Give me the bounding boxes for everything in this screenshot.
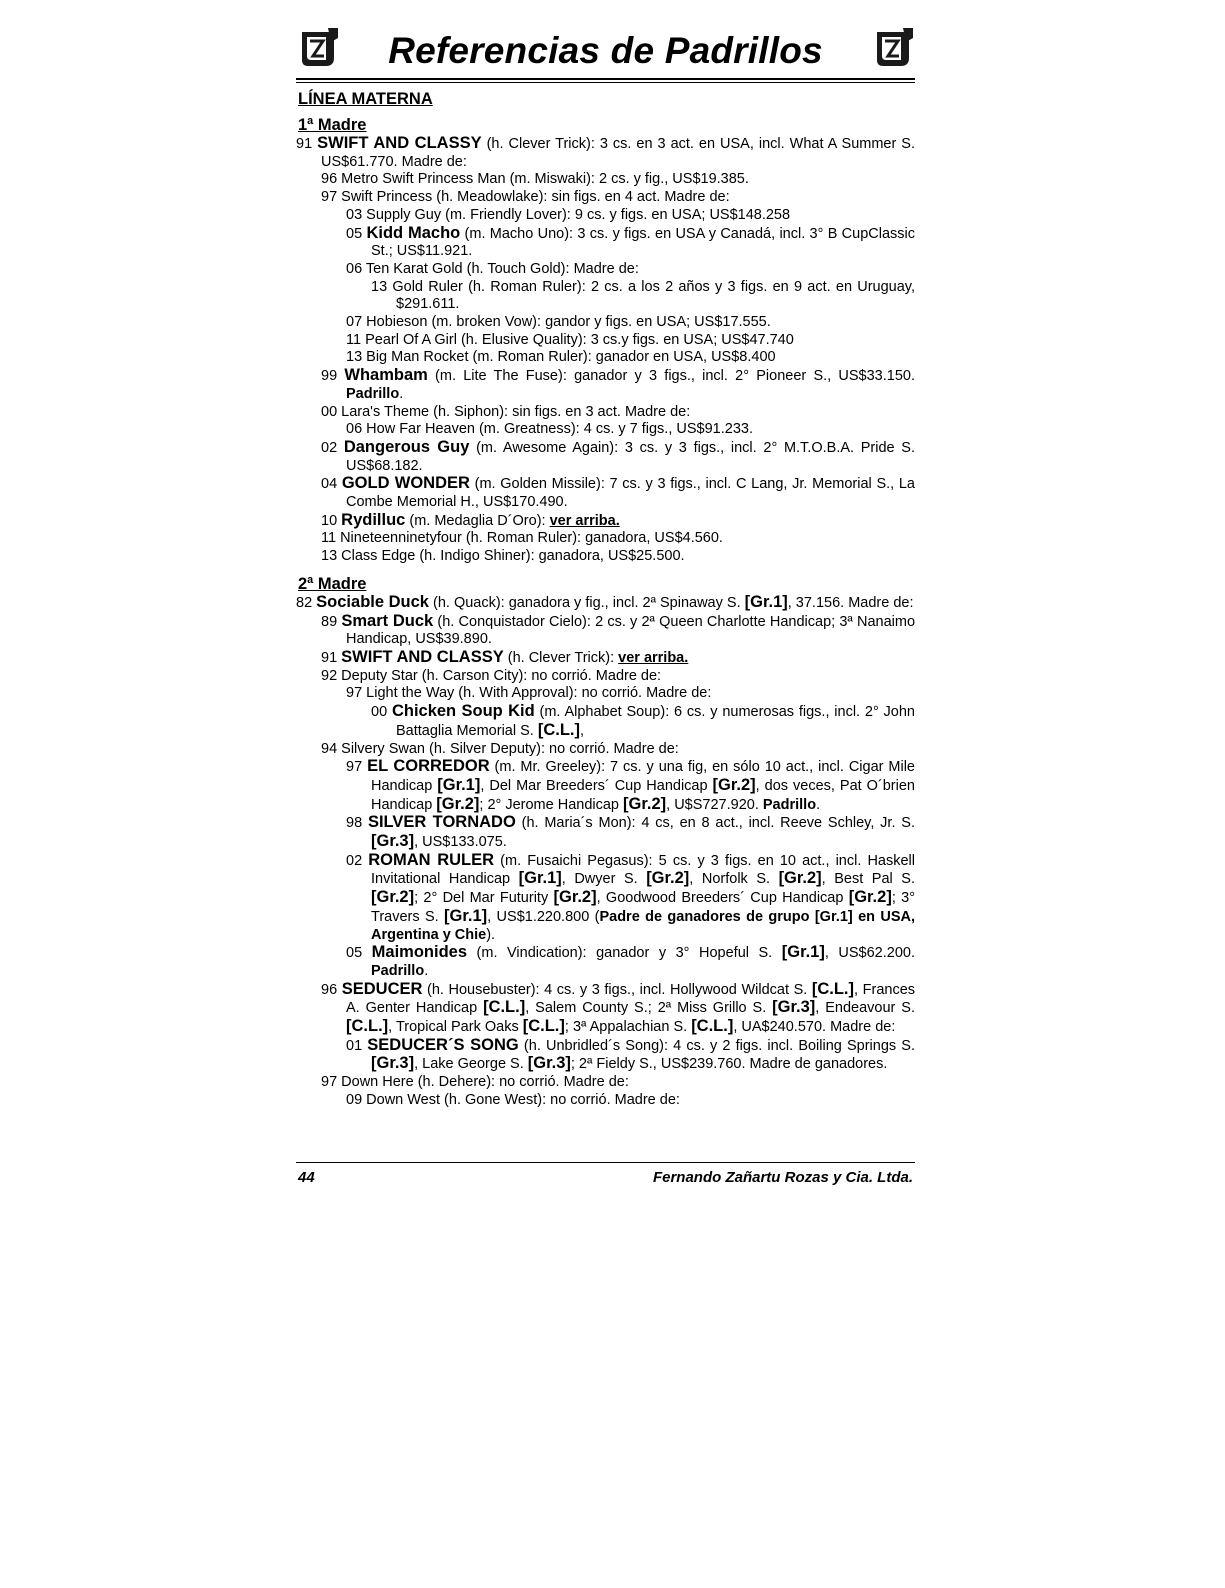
list-item: 00 Chicken Soup Kid (m. Alphabet Soup): 6 cs. y numerosas figs., incl. 2° John Battaglia Memorial S. [C.L.], [371, 702, 915, 739]
cross-reference-link[interactable]: ver arriba. [549, 512, 620, 529]
list-item: 98 SILVER TORNADO (h. Maria´s Mon): 4 cs, en 8 act., incl. Reeve Schley, Jr. S. [Gr.3], US$133.075. [346, 813, 916, 851]
list-item: 05 Kidd Macho (m. Macho Uno): 3 cs. y figs. en USA y Canadá, incl. 3° B CupClassic St.; US$11.921. [346, 223, 916, 260]
page-header [296, 22, 915, 80]
list-item: 06 How Far Heaven (m. Greatness): 4 cs. y 7 figs., US$91.233. [346, 421, 753, 438]
list-item: 11 Pearl Of A Girl (h. Elusive Quality): 3 cs.y figs. en USA; US$47.740 [346, 331, 794, 348]
list-item: 11 Nineteenninetyfour (h. Roman Ruler): ganadora, US$4.560. [321, 530, 723, 547]
list-item: 82 Sociable Duck (h. Quack): ganadora y fig., incl. 2ª Spinaway S. [Gr.1], 37.156. Madre de: [296, 592, 914, 611]
list-item: 91 SWIFT AND CLASSY (h. Clever Trick): 3 cs. en 3 act. en USA, incl. What A Summer S. US$61.770. Madre de: [296, 134, 915, 170]
list-item: 97 EL CORREDOR (m. Mr. Greeley): 7 cs. y una fig, en sólo 10 act., incl. Cigar Mile Handicap [Gr.1], Del Mar Breeders´ Cup Handicap [Gr.2], dos veces, Pat O´brien Handicap [Gr.2]; 2° Jerome Handicap [Gr.2], U$S727.920. Padrillo. [346, 757, 915, 813]
list-item: 01 SEDUCER´S SONG (h. Unbridled´s Song): 4 cs. y 2 figs. incl. Boiling Springs S. [Gr.3], Lake George S. [Gr.3]; 2ª Fieldy S., US$239.760. Madre de ganadores. [346, 1035, 916, 1073]
list-item: 05 Maimonides (m. Vindication): ganador y 3° Hopeful S. [Gr.1], US$62.200. Padrillo. [346, 943, 915, 979]
list-item: 97 Down Here (h. Dehere): no corrió. Madre de: [321, 1074, 629, 1091]
list-item: 13 Gold Ruler (h. Roman Ruler): 2 cs. a los 2 años y 3 figs. en 9 act. en Uruguay, $291.611. [371, 278, 915, 313]
section-title: LÍNEA MATERNA [298, 90, 433, 108]
page [296, 22, 915, 1110]
list-item: 96 SEDUCER (h. Housebuster): 4 cs. y 3 figs., incl. Hollywood Wildcat S. [C.L.], Frances A. Genter Handicap [C.L.], Salem County S.; 2ª Miss Grillo S. [Gr.3], Endeavour S. [C.L.], Tropical Park Oaks [C.L.]; 3ª Appalachian S. [C.L.], UA$240.570. Madre de: [321, 979, 916, 1036]
list-item: 02 ROMAN RULER (m. Fusaichi Pegasus): 5 cs. y 3 figs. en 10 act., incl. Haskell Invitational Handicap [Gr.1], Dwyer S. [Gr.2], Norfolk S. [Gr.2], Best Pal S. [Gr.2]; 2° Del Mar Futurity [Gr.2], Goodwood Breeders´ Cup Handicap [Gr.2]; 3° Travers S. [Gr.1], US$1.220.800 (Padre de ganadores de grupo [Gr.1] en USA, Argentina y Chie). [346, 850, 916, 943]
list-item: 97 Light the Way (h. With Approval): no corrió. Madre de: [346, 685, 712, 702]
list-item: 96 Metro Swift Princess Man (m. Miswaki): 2 cs. y fig., US$19.385. [321, 171, 749, 188]
list-item: 00 Lara's Theme (h. Siphon): sin figs. en 3 act. Madre de: [321, 403, 691, 420]
cross-reference-link[interactable]: ver arriba. [618, 649, 689, 666]
page-title: Referencias de Padrillos [388, 30, 823, 71]
list-item: 04 GOLD WONDER (m. Golden Missile): 7 cs. y 3 figs., incl. C Lang, Jr. Memorial S., La Combe Memorial H., US$170.490. [321, 474, 915, 511]
list-item: 10 Rydilluc (m. Medaglia D´Oro): ver arriba. [321, 510, 620, 529]
subsection-title: 2ª Madre [298, 574, 367, 593]
list-item: 91 SWIFT AND CLASSY (h. Clever Trick): ver arriba. [321, 647, 689, 666]
list-item: 99 Whambam (m. Lite The Fuse): ganador y 3 figs., incl. 2° Pioneer S., US$33.150. Padrillo. [321, 366, 916, 402]
list-item: 13 Big Man Rocket (m. Roman Ruler): ganador en USA, US$8.400 [346, 349, 776, 366]
list-item: 09 Down West (h. Gone West): no corrió. Madre de: [346, 1091, 680, 1108]
list-item: 92 Deputy Star (h. Carson City): no corrió. Madre de: [321, 667, 662, 684]
list-item: 03 Supply Guy (m. Friendly Lover): 9 cs. y figs. en USA; US$148.258 [346, 206, 791, 223]
list-item: 94 Silvery Swan (h. Silver Deputy): no corrió. Madre de: [321, 740, 679, 757]
list-item: 02 Dangerous Guy (m. Awesome Again): 3 cs. y 3 figs., incl. 2° M.T.O.B.A. Pride S. US$68.182. [321, 437, 915, 474]
list-item: 89 Smart Duck (h. Conquistador Cielo): 2 cs. y 2ª Queen Charlotte Handicap; 3ª Nanaimo Handicap, US$39.890. [321, 611, 916, 648]
list-item: 06 Ten Karat Gold (h. Touch Gold): Madre de: [346, 260, 639, 277]
page-number: 44 [298, 1169, 315, 1186]
brand-logo-icon [873, 28, 913, 70]
list-item: 07 Hobieson (m. broken Vow): gandor y figs. en USA; US$17.555. [346, 314, 771, 331]
list-item: 97 Swift Princess (h. Meadowlake): sin figs. en 4 act. Madre de: [321, 189, 730, 206]
header-divider [296, 82, 915, 83]
subsection-title: 1ª Madre [298, 116, 367, 134]
page-footer [296, 1162, 915, 1186]
list-item: 13 Class Edge (h. Indigo Shiner): ganadora, US$25.500. [321, 548, 685, 565]
company-name: Fernando Zañartu Rozas y Cia. Ltda. [652, 1169, 913, 1186]
